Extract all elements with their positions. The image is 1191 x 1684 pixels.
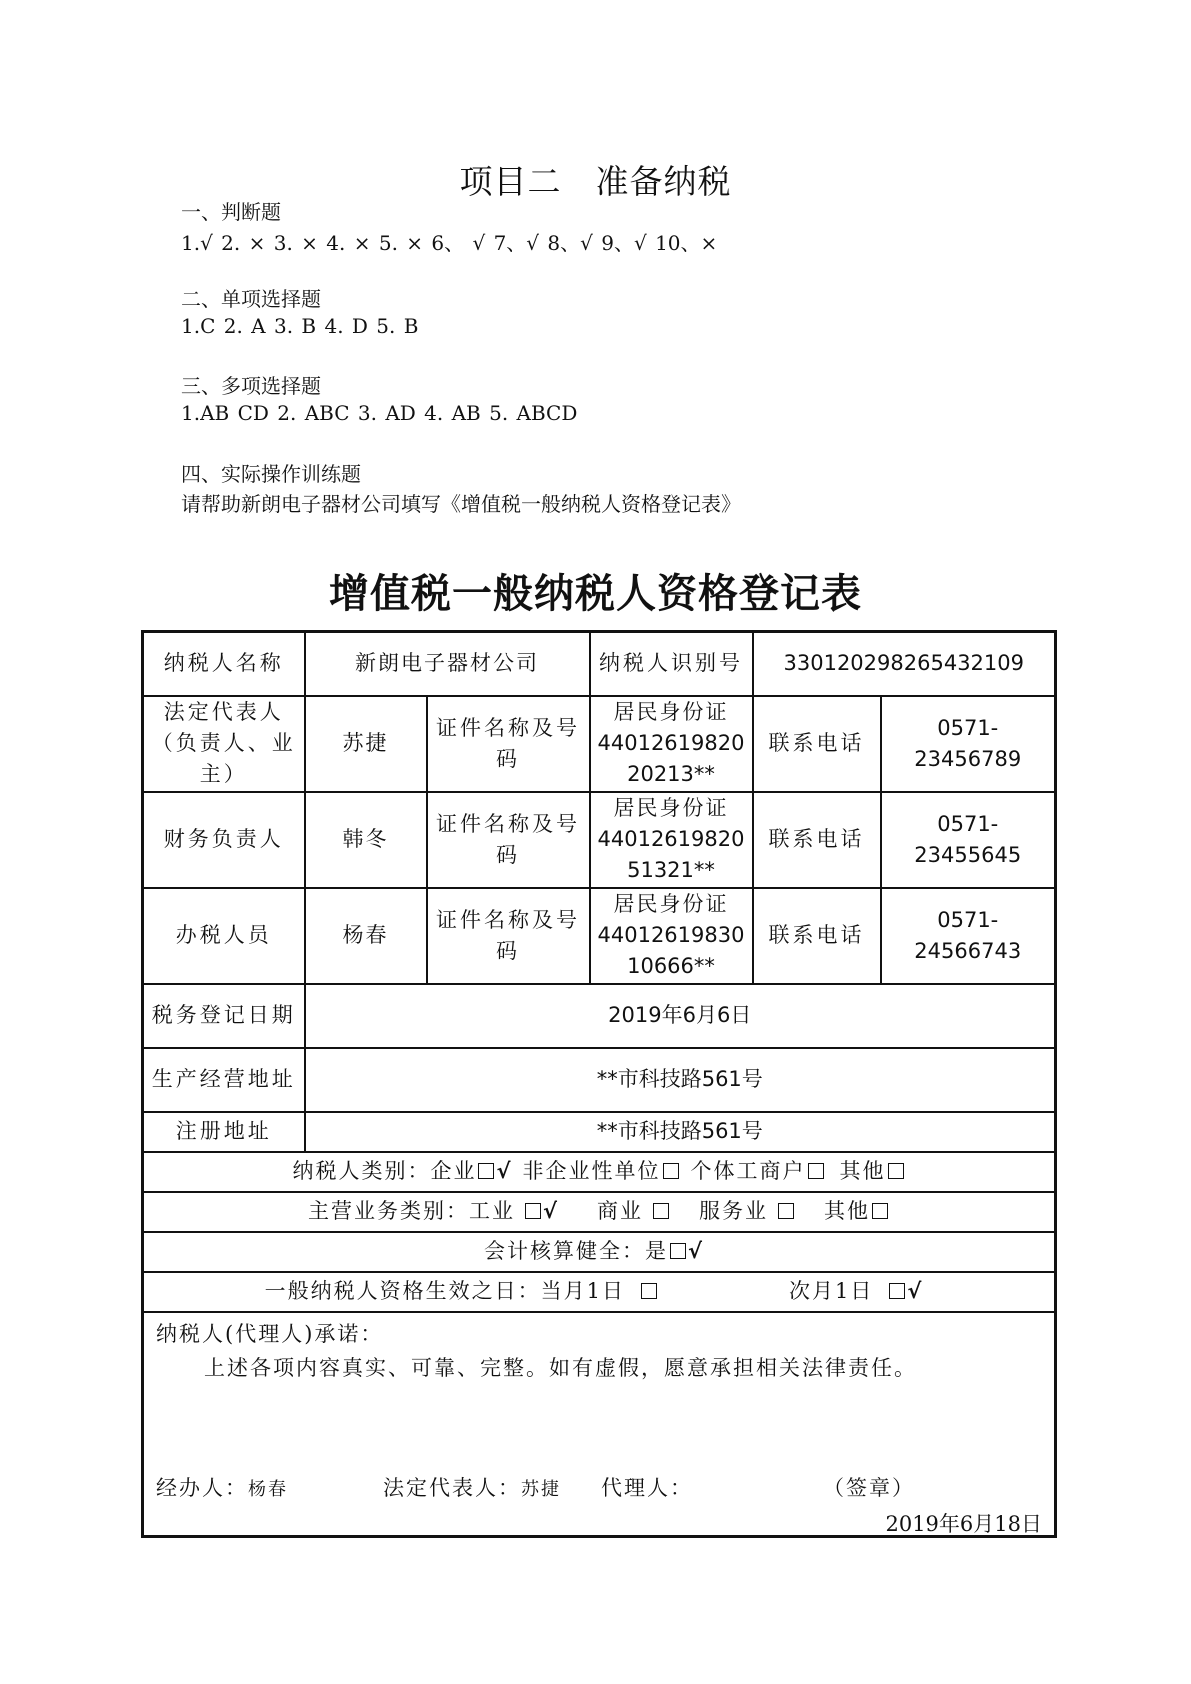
option-yes: 是	[644, 1239, 668, 1263]
checkbox-other[interactable]	[888, 1163, 904, 1179]
promise-title: 纳税人(代理人)承诺：	[156, 1321, 384, 1346]
checkbox-industry[interactable]	[525, 1203, 541, 1219]
check-mark-icon: √	[542, 1199, 559, 1223]
reg-date-label: 税务登记日期	[143, 984, 305, 1048]
legal-rep-name: 苏捷	[521, 1478, 561, 1500]
id-cell	[590, 792, 753, 888]
option-business-other: 其他	[824, 1199, 870, 1223]
id-label: 证件名称及号码	[427, 792, 590, 888]
sign-date: 2019年6月18日	[885, 1511, 1042, 1536]
role-label: 办税人员	[143, 888, 305, 984]
accounting-label: 会计核算健全：	[483, 1239, 645, 1263]
id-label: 证件名称及号码	[427, 696, 590, 792]
id-number: 4401261982051321**	[597, 827, 745, 882]
section-single-choice-title: 二、单项选择题	[181, 287, 321, 311]
phone-value: 0571-24566743	[881, 888, 1056, 984]
biz-address-value: **市科技路561号	[305, 1048, 1056, 1112]
taxpayer-name-value: 新朗电子器材公司	[305, 632, 590, 696]
id-label: 证件名称及号码	[427, 888, 590, 984]
table-row	[143, 888, 1056, 984]
reg-date-value: 2019年6月6日	[305, 984, 1056, 1048]
checkbox-non-enterprise[interactable]	[663, 1163, 679, 1179]
id-type: 居民身份证	[613, 796, 729, 820]
checkbox-business-other[interactable]	[872, 1203, 888, 1219]
option-next-month: 次月1日	[788, 1279, 874, 1303]
checkbox-individual-business[interactable]	[808, 1163, 824, 1179]
taxpayer-type-label: 纳税人类别：	[292, 1159, 431, 1183]
reg-address-label: 注册地址	[143, 1112, 305, 1152]
id-cell	[590, 888, 753, 984]
checkbox-service[interactable]	[778, 1203, 794, 1219]
section-practice-title: 四、实际操作训练题	[181, 462, 361, 486]
option-service: 服务业	[699, 1199, 768, 1223]
id-type: 居民身份证	[613, 892, 729, 916]
reg-address-value: **市科技路561号	[305, 1112, 1056, 1152]
section-practice-instruction: 请帮助新朗电子器材公司填写《增值税一般纳税人资格登记表》	[181, 492, 741, 516]
option-industry: 工业	[468, 1199, 515, 1223]
promise-section	[143, 1312, 1056, 1537]
table-row	[143, 792, 1056, 888]
agent-label: 代理人：	[601, 1475, 693, 1500]
option-individual-business: 个体工商户	[690, 1159, 806, 1183]
section-judgment-answers: 1.√ 2. × 3. × 4. × 5. × 6、 √ 7、√ 8、√ 9、√ 10、×	[181, 231, 718, 255]
check-mark-icon: √	[496, 1159, 513, 1183]
checkbox-yes[interactable]	[670, 1243, 686, 1259]
registration-form	[141, 630, 1057, 1538]
main-business-label: 主营业务类别：	[307, 1199, 469, 1223]
option-current-month: 当月1日	[540, 1279, 625, 1303]
table-row	[143, 696, 1056, 792]
phone-value: 0571-23455645	[881, 792, 1056, 888]
taxpayer-id-value: 330120298265432109	[753, 632, 1056, 696]
checkbox-enterprise[interactable]	[478, 1163, 494, 1179]
promise-text: 上述各项内容真实、可靠、完整。如有虚假，愿意承担相关法律责任。	[204, 1355, 917, 1380]
section-single-choice-answers: 1.C 2. A 3. B 4. D 5. B	[181, 314, 419, 338]
main-business-row	[143, 1192, 1056, 1232]
accounting-row	[143, 1232, 1056, 1272]
option-commerce: 商业	[597, 1199, 643, 1223]
checkbox-current-month[interactable]	[641, 1283, 657, 1299]
person-name: 杨春	[305, 888, 427, 984]
handler-label: 经办人：	[156, 1475, 248, 1500]
effective-date-label: 一般纳税人资格生效之日：	[264, 1279, 541, 1303]
phone-label: 联系电话	[753, 696, 881, 792]
form-title: 增值税一般纳税人资格登记表	[329, 570, 862, 617]
option-enterprise: 企业	[430, 1159, 477, 1183]
id-number: 4401261982020213**	[597, 731, 745, 786]
checkbox-commerce[interactable]	[653, 1203, 669, 1219]
person-name: 韩冬	[305, 792, 427, 888]
page-title: 项目二 准备纳税	[459, 162, 732, 201]
id-type: 居民身份证	[613, 700, 729, 724]
phone-value: 0571-23456789	[881, 696, 1056, 792]
biz-address-label: 生产经营地址	[143, 1048, 305, 1112]
signature-line	[156, 1473, 915, 1505]
phone-label: 联系电话	[753, 888, 881, 984]
check-mark-icon: √	[907, 1279, 924, 1303]
seal-label: （签章）	[823, 1475, 915, 1500]
section-multi-choice-title: 三、多项选择题	[181, 374, 321, 398]
taxpayer-id-label: 纳税人识别号	[590, 632, 753, 696]
id-cell	[590, 696, 753, 792]
person-name: 苏捷	[305, 696, 427, 792]
option-non-enterprise: 非企业性单位	[522, 1159, 661, 1183]
effective-date-row	[143, 1272, 1056, 1312]
handler-name: 杨春	[248, 1478, 288, 1500]
legal-rep-label: 法定代表人：	[383, 1475, 521, 1500]
id-number: 4401261983010666**	[597, 923, 745, 978]
check-mark-icon: √	[687, 1239, 704, 1263]
taxpayer-name-label: 纳税人名称	[143, 632, 305, 696]
role-label: 法定代表人（负责人、业主）	[143, 696, 305, 792]
role-label: 财务负责人	[143, 792, 305, 888]
phone-label: 联系电话	[753, 792, 881, 888]
section-multi-choice-answers: 1.AB CD 2. ABC 3. AD 4. AB 5. ABCD	[181, 401, 578, 425]
section-judgment-title: 一、判断题	[181, 200, 281, 224]
option-other: 其他	[839, 1159, 886, 1183]
checkbox-next-month[interactable]	[889, 1283, 905, 1299]
taxpayer-type-row	[143, 1152, 1056, 1192]
